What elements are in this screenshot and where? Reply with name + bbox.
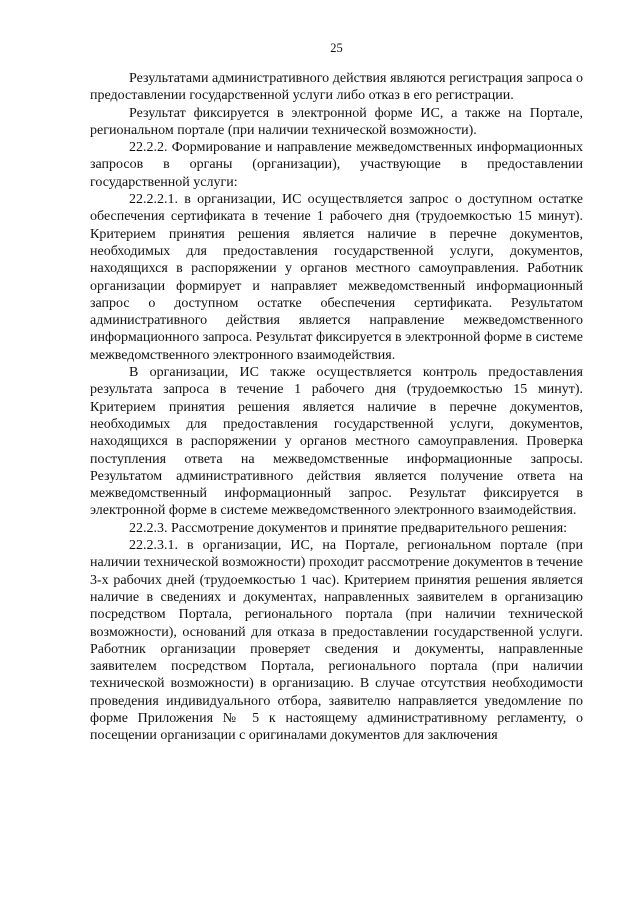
paragraph-section-22-2-2: 22.2.2. Формирование и направление межведомственных информационных запросов в органы (организации), участвующие в предоставлении государственной услуги: [90,140,583,190]
paragraph-section-22-2-2-1: 22.2.2.1. в организации, ИС осуществляется запрос о доступном остатке обеспечения сертификата в течение 1 рабочего дня (трудоемкостью 15 минут). Критерием принятия решения является наличие в перечне документов, необходимых для предоставления государственной услуги, документов, находящихся в распоряжении у органов местного самоуправления. Работник организации формирует и направляет межведомственный информационный запрос о доступном остатке обеспечения сертификата. Результатом административного действия является направление межведомственного информационного запроса. Результат фиксируется в электронной форме в системе межведомственного электронного взаимодействия. [90,192,583,363]
paragraph-result-fixation: Результат фиксируется в электронной форме ИС, а также на Портале, региональном портале (при наличии технической возможности). [90,105,583,138]
paragraph-section-22-2-3: 22.2.3. Рассмотрение документов и принятие предварительного решения: [129,520,568,536]
paragraph-control-of-result: В организации, ИС также осуществляется контроль предоставления результата запроса в течение 1 рабочего дня (трудоемкостью 15 минут). Критерием принятия решения является наличие в перечне документов, необходимых для предоставления государственной услуги, документов, находящихся в распоряжении у органов местного самоуправления. Проверка поступления ответа на межведомственные информационные запросы. Результатом административного действия является получение ответа на межведомственный информационный запрос. Результат фиксируется в электронной форме в системе межведомственного электронного взаимодействия. [90,365,583,519]
paragraph-section-22-2-3-1: 22.2.3.1. в организации, ИС, на Портале, региональном портале (при наличии технической возможности) проходит рассмотрение документов в течение 3-х рабочих дней (трудоемкостью 1 час). Критерием принятия решения является наличие в сведениях и документах, направленных заявителем в организацию посредством Портала, регионального портала (при наличии технической возможности), оснований для отказа в предоставлении государственной услуги. Работник организации проверяет сведения и документы, направленные заявителем посредством Портала, регионального портала (при наличии технической возможности) в организацию. В случае отсутствия необходимости проведения индивидуального отбора, заявителю направляется уведомление по форме Приложения № 5 к настоящему административному регламенту, о посещении организации с оригиналами документов для заключения [90,538,583,744]
page-number: 25 [330,41,343,55]
paragraph-registration-result: Результатами административного действия являются регистрация запроса о предоставлении государственной услуги либо отказ в его регистрации. [90,71,583,104]
